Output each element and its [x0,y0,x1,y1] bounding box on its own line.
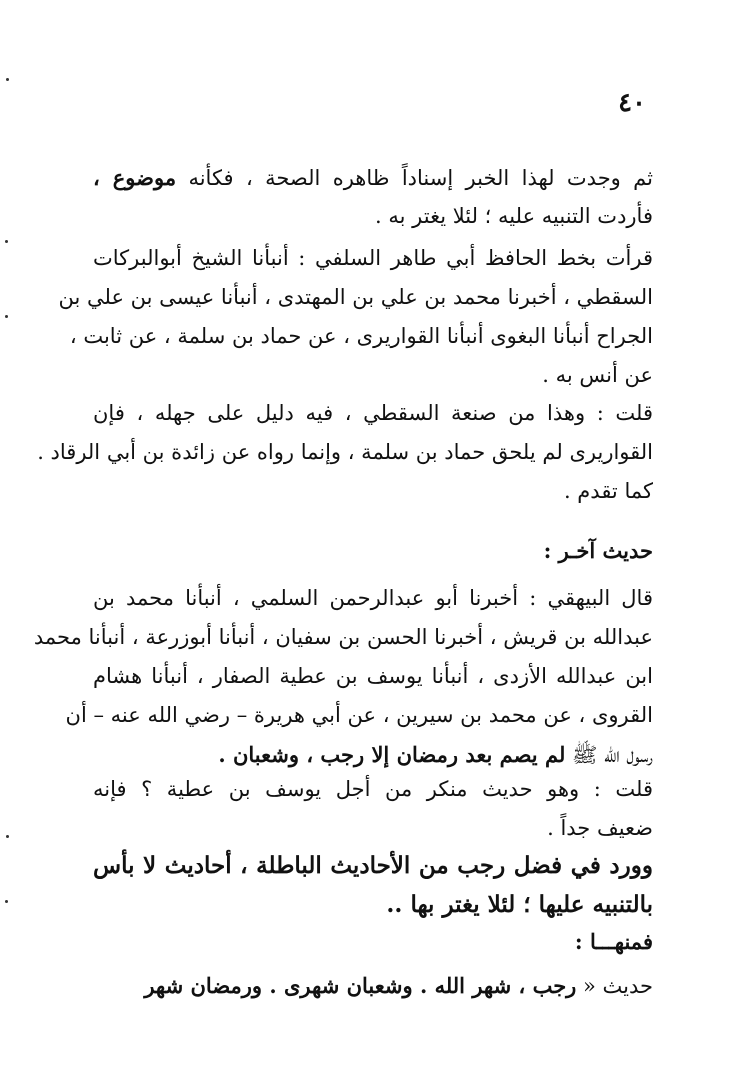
scan-speck [5,315,8,318]
heading-text: حديث آخـر : [543,538,653,563]
paragraph-3 [37,394,653,511]
paragraph-4 [33,579,653,774]
paragraph-6 [93,846,653,924]
section-heading [93,922,653,961]
paragraph-line [93,158,653,197]
paragraph-line [93,735,653,774]
paragraph-line: عبدالله بن قريش ، أخبرنا الحسن بن سفيان ، أنبأنا أبوزرعة ، أنبأنا محمد [33,625,653,649]
paragraph-line: عن أنس به . [542,363,653,387]
paragraph-2 [58,239,653,395]
scan-speck [5,900,8,903]
paragraph-line [93,966,653,1005]
paragraph-line: قلت : وهذا من صنعة السقطي ، فيه دليل على جهله ، فإن [93,401,653,425]
paragraph-line: قلت : وهو حديث منكر من أجل يوسف بن عطية ؟ فإنه [93,777,653,801]
section-heading [93,531,653,570]
bold-text-run: رجب ، شهر الله . وشعبان شهرى . ورمضان شهر [144,973,577,998]
paragraph-line: قرأت بخط الحافظ أبي طاهر السلفي : أنبأنا الشيخ أبوالبركات [93,246,653,270]
paragraph-1 [93,158,653,236]
scan-speck [6,78,9,81]
text-run: حديث « [576,974,653,998]
paragraph-line: بالتنبيه عليها ؛ لئلا يغتر بها .. [386,891,653,918]
text-run: رسول الله ﷺ [565,743,653,767]
paragraph-line: ابن عبدالله الأزدى ، أنبأنا يوسف بن عطية الصفار ، أنبأنا هشام [93,664,653,688]
paragraph-7 [93,966,653,1005]
scan-speck [6,835,9,838]
paragraph-line: قال البيهقي : أخبرنا أبو عبدالرحمن السلمي ، أنبأنا محمد بن [93,586,653,610]
bold-text-run: لم يصم بعد رمضان إلا رجب ، وشعبان . [218,742,566,767]
paragraph-line: السقطي ، أخبرنا محمد بن علي بن المهتدى ، أنبأنا عيسى بن علي بن [58,285,653,309]
paragraph-line: كما تقدم . [563,479,653,503]
text-run: ثم وجدت لهذا الخبر إسناداً ظاهره الصحة ، فكأنه [176,166,654,190]
scan-speck [5,240,8,243]
heading-text: فمنهـــا : [574,929,653,954]
paragraph-line: فأردت التنبيه عليه ؛ لئلا يغتر به . [375,204,653,228]
paragraph-line: القواريرى لم يلحق حماد بن سلمة ، وإنما رواه عن زائدة بن أبي الرقاد . [37,440,653,464]
page-number: ٤٠ [618,88,646,118]
paragraph-line: الجراح أنبأنا البغوى أنبأنا القواريرى ، عن حماد بن سلمة ، عن ثابت ، [69,324,653,348]
paragraph-line: ضعيف جداً . [547,816,653,840]
bold-text-run: موضوع ، [93,165,177,190]
paragraph-line: القروى ، عن محمد بن سيرين ، عن أبي هريرة – رضي الله عنه – أن [65,703,653,727]
paragraph-line: وورد في فضل رجب من الأحاديث الباطلة ، أحاديث لا بأس [93,852,653,879]
paragraph-5 [93,770,653,848]
